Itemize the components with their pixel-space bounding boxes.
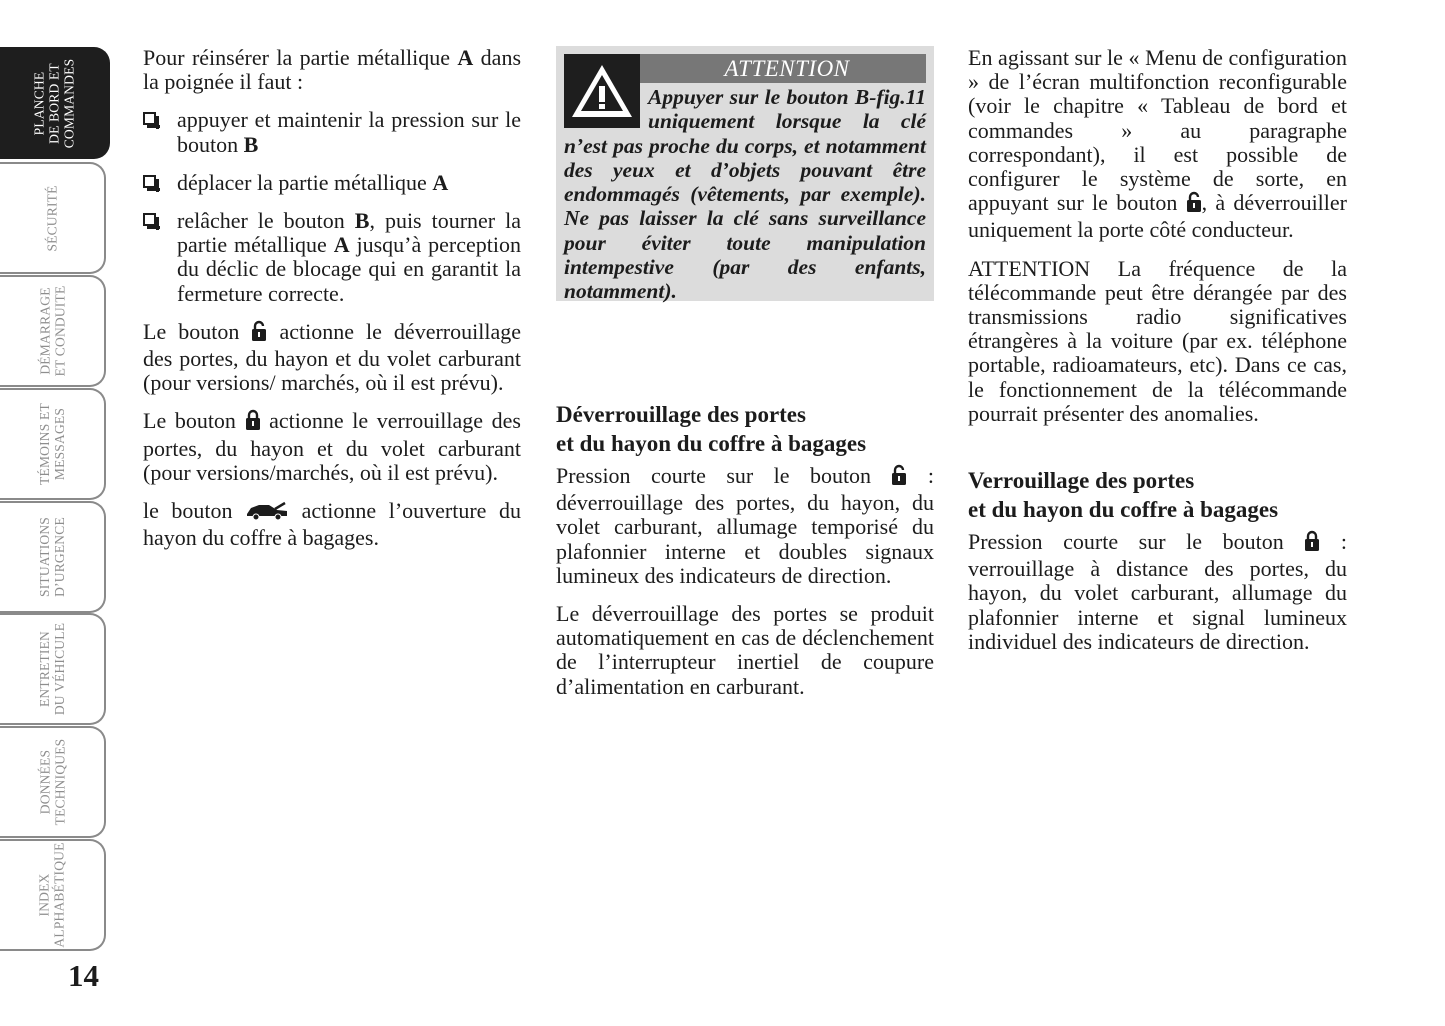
- text: déplacer la partie métallique: [177, 169, 433, 195]
- checkbox-bullet-icon: [143, 175, 156, 188]
- warning-triangle-icon: [564, 54, 640, 128]
- lock-padlock-icon: [245, 409, 261, 436]
- tab-donnees-techniques[interactable]: [0, 726, 106, 838]
- tab-planche-de-bord[interactable]: [0, 47, 110, 159]
- text: , à déverrouiller uniquement la porte côté conducteur.: [968, 190, 1347, 243]
- section-heading-lock: [968, 466, 1347, 524]
- tab-label: SITUATIONS D’URGENCE: [36, 516, 67, 598]
- checkbox-bullet-icon: [143, 213, 156, 226]
- tab-label: DÉMARRAGE ET CONDUITE: [36, 285, 67, 377]
- tab-label: SÉCURITÉ: [44, 184, 60, 252]
- column-3: [968, 46, 1347, 668]
- warning-box: [556, 46, 934, 304]
- text: le bouton: [143, 498, 246, 524]
- list-item: [143, 108, 521, 156]
- list-item: [143, 171, 521, 195]
- car-trunk-icon: [245, 501, 289, 526]
- text: En agissant sur le « Menu de configuration » de l’écran multifonction reconfigurable (voir le chapitre « Tableau de bord et commandes » au paragraphe correspondant), il est possible de configurer le système de sorte, en appuyant sur le bouton: [968, 45, 1347, 216]
- unlock-padlock-icon: [251, 320, 267, 347]
- text: Le bouton: [143, 408, 245, 434]
- tab-index[interactable]: [0, 839, 106, 951]
- bold-label: A: [333, 232, 350, 258]
- tab-securite[interactable]: [0, 162, 106, 274]
- heading-line: et du hayon du coffre à bagages: [968, 497, 1279, 523]
- text: Le bouton: [143, 318, 252, 344]
- tab-entretien[interactable]: [0, 613, 106, 725]
- intro-paragraph: [143, 46, 521, 94]
- unlock-button-paragraph: [143, 320, 521, 396]
- tab-demarrage[interactable]: [0, 275, 106, 387]
- text: Pour réinsérer la partie métallique: [143, 45, 458, 70]
- text: : verrouillage à distance des portes, du hayon, du volet carburant, allumage du plafonnier interne et signal lumineux individuel des indicateurs de direction.: [968, 529, 1347, 654]
- tab-label: INDEX ALPHABÉTIQUE: [37, 842, 68, 948]
- lock-paragraph: [968, 530, 1347, 654]
- text: actionne le verrouillage des portes, du hayon et du volet carburant (pour versions/marchés, où il est prévu).: [143, 408, 521, 485]
- frequency-paragraph: ATTENTION La fréquence de la télécommande peut être dérangée par des transmissions radio significatives étrangères à la voiture (par ex. téléphone portable, radioamateurs, etc). Dans ce cas, le fonctionnement de la télécommande pourrait présenter des anomalies.: [968, 255, 1347, 426]
- tab-label: PLANCHE DE BORD ET COMMANDES: [31, 58, 77, 148]
- auto-unlock-paragraph: Le déverrouillage des portes se produit automatiquement en cas de déclenchement de l’interrupteur inertiel de coupure d’alimentation en carburant.: [556, 601, 934, 699]
- text: appuyer et maintenir la pression sur le bouton: [177, 107, 521, 157]
- unlock-padlock-icon: [891, 464, 907, 491]
- heading-line: Verrouillage des portes: [968, 468, 1195, 494]
- text: : déverrouillage des portes, du hayon, du volet carburant, allumage temporisé du plafonnier interne et doubles signaux lumineux des indicateurs de direction.: [556, 463, 934, 588]
- unlock-padlock-icon: [1186, 191, 1202, 218]
- text: Pression courte sur le bouton: [556, 463, 892, 488]
- column-2: [556, 46, 934, 713]
- text: actionne le déverrouillage des portes, du hayon et du volet carburant (pour versions/ marchés, où il est prévu).: [143, 318, 521, 396]
- warning-text: Appuyer sur le bouton B-fig.11 uniquement lorsque la clé n’est pas proche du corps, et notamment des yeux et d’objets pouvant être endommagés (vêtements, par exemple). Ne pas laisser la clé sans surveillance pour éviter toute manipulation intempestive (par des enfants, notamment).: [564, 85, 926, 304]
- text: jusqu’à perception du déclic de blocage qui en garantit la fermeture correcte.: [177, 232, 521, 306]
- tab-label: ENTRETIEN DU VÉHICULE: [36, 622, 67, 716]
- lock-padlock-icon: [1304, 530, 1320, 557]
- warning-heading: ATTENTION: [564, 54, 926, 83]
- checkbox-bullet-icon: [143, 112, 156, 125]
- bold-label: A: [457, 45, 474, 70]
- tab-label: TÉMOINS ET MESSAGES: [37, 403, 67, 485]
- lock-button-paragraph: [143, 409, 521, 485]
- bold-label: B: [243, 131, 259, 157]
- config-paragraph: [968, 46, 1347, 243]
- text: , puis tourner la partie métallique: [177, 208, 521, 258]
- list-item: [143, 209, 521, 306]
- tab-situations-urgence[interactable]: [0, 501, 106, 613]
- tab-label: DONNÉES TECHNIQUES: [37, 738, 67, 826]
- unlock-paragraph: [556, 464, 934, 588]
- text: Pression courte sur le bouton: [968, 529, 1305, 555]
- column-1: [143, 46, 521, 564]
- heading-line: et du hayon du coffre à bagages: [556, 431, 867, 456]
- section-heading-unlock: [556, 400, 934, 458]
- text: relâcher le bouton: [177, 208, 355, 234]
- tab-temoins[interactable]: [0, 388, 106, 500]
- text: dans la poignée il faut :: [143, 45, 522, 95]
- text: actionne l’ouverture du hayon du coffre à bagages.: [143, 498, 521, 551]
- bold-label: A: [432, 169, 449, 195]
- page-number: 14: [68, 958, 99, 993]
- bold-label: B: [354, 208, 370, 234]
- trunk-button-paragraph: [143, 499, 521, 550]
- heading-line: Déverrouillage des portes: [556, 402, 806, 427]
